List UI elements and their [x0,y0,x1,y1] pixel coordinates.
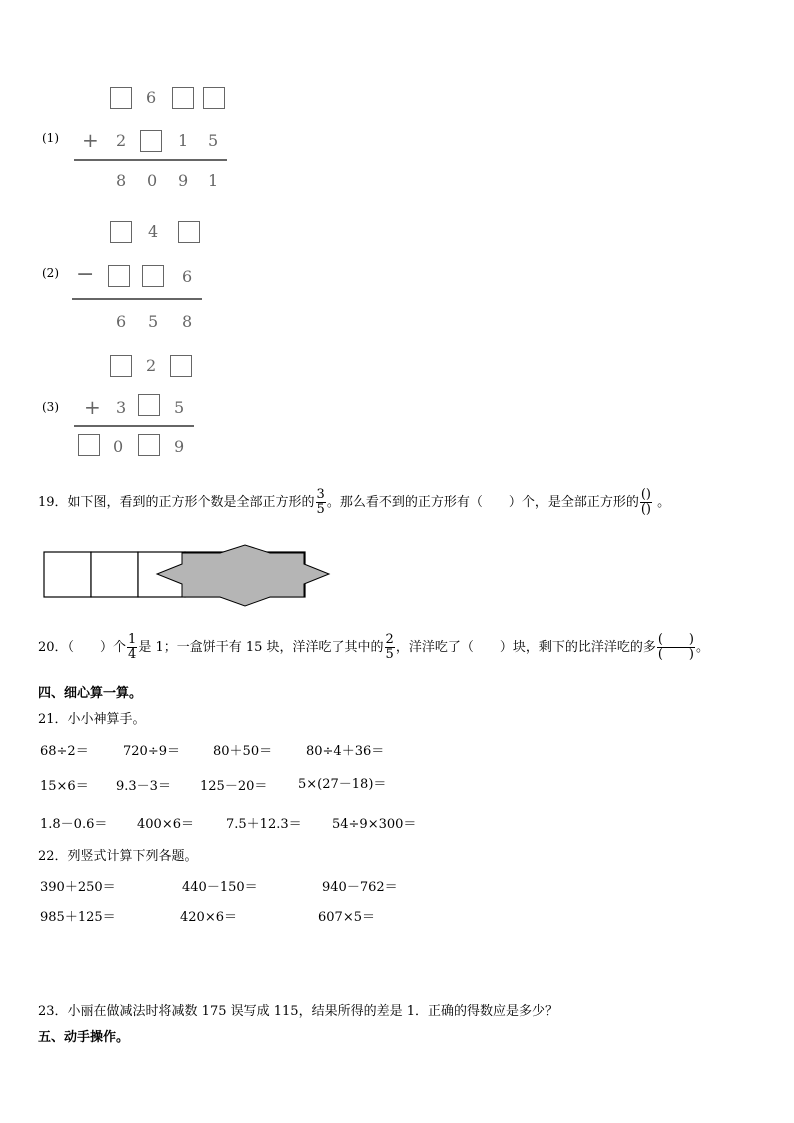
sum-line [74,159,227,161]
expression: 15×6＝ [40,779,89,794]
question-23: 23．小丽在做减法时将减数 175 误写成 115，结果所得的差是 1．正确的得数应是多少？ [38,1004,558,1019]
covering-star-shape [157,545,329,606]
fraction [316,488,326,517]
digit: 8 [116,171,127,190]
denominator: 4 [128,647,137,662]
digit: 1 [178,131,189,150]
blank-box[interactable] [110,355,132,377]
question-19 [38,488,670,518]
visible-square [44,552,91,597]
q19-text-mid: 。那么看不到的正方形有（ ）个，是全部正方形的 [326,495,639,510]
q20-text-end: 。 [696,640,710,655]
expression: 1.8－0.6＝ [40,817,108,832]
digit: 2 [146,356,157,375]
expression: 607×5＝ [318,910,375,925]
digit: 0 [113,437,124,456]
blank-box[interactable] [140,130,162,152]
digit: 5 [174,398,185,417]
expression: 125－20＝ [200,779,268,794]
digit: 3 [116,398,127,417]
expression: 440－150＝ [182,880,258,895]
expression: 80÷4＋36＝ [306,744,385,759]
difference-line [72,298,202,300]
squares-figure [40,540,340,610]
section-4-heading: 四、细心算一算。 [38,686,143,701]
question-21-title: 21．小小神算手。 [38,712,146,727]
denominator: () [640,502,651,517]
q19-text-end: 。 [657,495,671,510]
operator-plus: + [82,128,99,152]
denominator: 5 [316,502,325,517]
digit: 4 [148,222,159,241]
fraction-blank[interactable] [657,633,695,662]
blank-box[interactable] [138,394,160,416]
denominator: ( ) [657,647,694,662]
q20-text-mid1: 是 1；一盒饼干有 15 块，洋洋吃了其中的 [138,640,384,655]
digit: 8 [182,312,193,331]
operator-minus: − [76,262,95,287]
q20-text-mid2: ，洋洋吃了（ ）块，剩下的比洋洋吃的多 [395,640,656,655]
expression: 5×(27－18)＝ [298,777,387,792]
digit: 6 [182,267,193,286]
blank-box[interactable] [170,355,192,377]
numerator: () [640,487,651,502]
blank-box[interactable] [203,87,225,109]
numerator: 3 [316,487,325,502]
expression: 400×6＝ [137,817,194,832]
expression: 68÷2＝ [40,744,89,759]
fraction [127,633,137,662]
numerator: 1 [128,632,137,647]
digit: 2 [116,131,127,150]
digit: 6 [116,312,127,331]
blank-box[interactable] [142,265,164,287]
section-5-heading: 五、动手操作。 [38,1030,130,1045]
expression: 9.3－3＝ [116,779,171,794]
question-22-title: 22．列竖式计算下列各题。 [38,849,198,864]
q19-text-pre: 19．如下图，看到的正方形个数是全部正方形的 [38,495,315,510]
expression: 420×6＝ [180,910,237,925]
expression: 390＋250＝ [40,880,116,895]
denominator: 5 [385,647,394,662]
expression: 985＋125＝ [40,910,116,925]
digit: 5 [208,131,219,150]
q20-text-pre: 20．（ ）个 [38,640,127,655]
blank-box[interactable] [172,87,194,109]
numerator: 2 [385,632,394,647]
expression: 7.5＋12.3＝ [226,817,302,832]
visible-square [91,552,138,597]
fraction [385,633,395,662]
problem-label: (3) [42,400,59,414]
digit: 1 [208,171,219,190]
expression: 54÷9×300＝ [332,817,417,832]
blank-box[interactable] [138,434,160,456]
digit: 5 [148,312,159,331]
digit: 0 [147,171,158,190]
question-20 [38,632,709,664]
expression: 940－762＝ [322,880,398,895]
blank-box[interactable] [110,87,132,109]
blank-box[interactable] [110,221,132,243]
blank-box[interactable] [178,221,200,243]
operator-plus: + [84,395,101,419]
sum-line [74,425,194,427]
blank-box[interactable] [108,265,130,287]
numerator: ( ) [657,632,694,647]
expression: 80＋50＝ [213,744,273,759]
digit: 9 [174,437,185,456]
digit: 6 [146,88,157,107]
problem-label: (1) [42,131,59,145]
problem-label: (2) [42,266,59,280]
digit: 9 [178,171,189,190]
expression: 720÷9＝ [123,744,180,759]
blank-box[interactable] [78,434,100,456]
fraction-blank[interactable] [640,488,652,517]
